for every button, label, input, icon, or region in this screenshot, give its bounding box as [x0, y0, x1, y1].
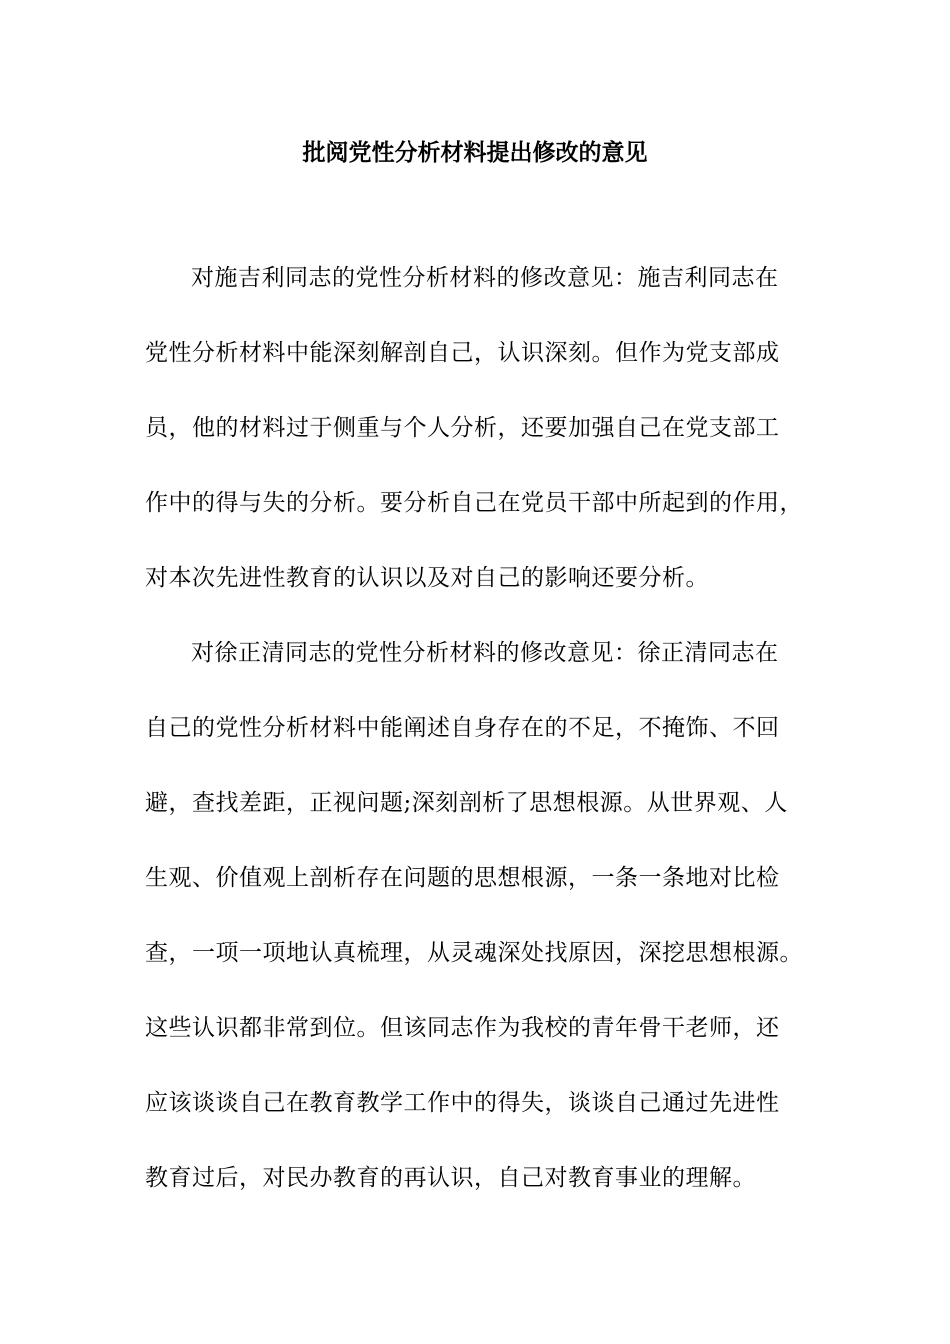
paragraph-line: 对徐正清同志的党性分析材料的修改意见：徐正清同志在: [191, 640, 779, 666]
paragraph-xu-zhengqing: [145, 635, 820, 1235]
paragraph-line: 自己的党性分析材料中能阐述自身存在的不足，不掩饰、不回: [145, 715, 780, 741]
paragraph-shi-jili: [145, 260, 820, 635]
paragraph-line: 员，他的材料过于侧重与个人分析，还要加强自己在党支部工: [145, 415, 780, 441]
paragraph-line: 党性分析材料中能深刻解剖自己，认识深刻。但作为党支部成: [145, 340, 780, 366]
paragraph-line: 对本次先进性教育的认识以及对自己的影响还要分析。: [145, 565, 709, 591]
paragraph-line: 作中的得与失的分析。要分析自己在党员干部中所起到的作用，: [145, 490, 803, 516]
document-title: 批阅党性分析材料提出修改的意见: [302, 139, 648, 166]
paragraph-line: 生观、价值观上剖析存在问题的思想根源，一条一条地对比检: [145, 865, 780, 891]
paragraph-line: 对施吉利同志的党性分析材料的修改意见：施吉利同志在: [191, 265, 779, 291]
paragraph-line: 这些认识都非常到位。但该同志作为我校的青年骨干老师，还: [145, 1015, 780, 1041]
paragraph-line: 避，查找差距，正视问题;深刻剖析了思想根源。从世界观、人: [145, 790, 788, 816]
paragraph-line: 教育过后，对民办教育的再认识，自己对教育事业的理解。: [145, 1165, 756, 1191]
paragraph-line: 应该谈谈自己在教育教学工作中的得失，谈谈自己通过先进性: [145, 1090, 780, 1116]
paragraph-line: 查，一项一项地认真梳理，从灵魂深处找原因，深挖思想根源。: [145, 940, 803, 966]
